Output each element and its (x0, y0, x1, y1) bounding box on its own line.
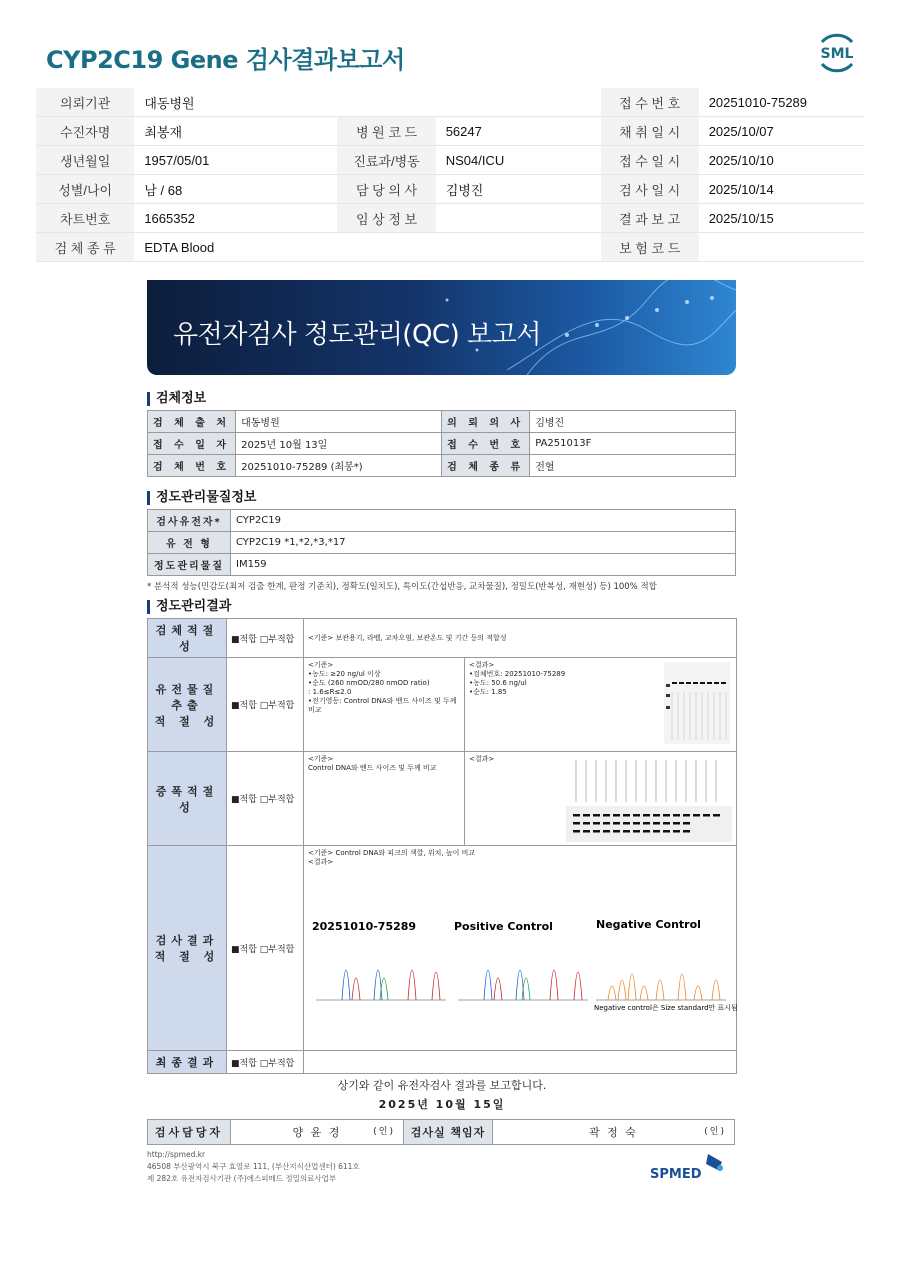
info-label: 접 수 일 시 (601, 146, 699, 175)
patient-info-table (36, 88, 864, 262)
info-value: 2025/10/07 (699, 117, 864, 146)
gel-band (700, 682, 705, 684)
gel-band (593, 822, 600, 825)
specimen-table: 검 체 출 처 대동병원 의 뢰 의 사 김병진 접 수 일 자 2025년 10월 13일 접 수 번 호 PA251013F 검 체 번 호 20251010-75289 (최봉*) 검 체 종 류 전혈 (147, 410, 736, 477)
info-value (436, 88, 601, 117)
info-value: EDTA Blood (134, 233, 337, 262)
trace-peak (628, 974, 636, 1000)
info-label: 차트번호 (36, 204, 134, 233)
info-label: 생년월일 (36, 146, 134, 175)
info-value (699, 233, 864, 262)
trace-peak (522, 978, 530, 1000)
gel-band (603, 814, 610, 817)
qc-result-heading: 정도관리결과 (147, 600, 737, 614)
gel-band (593, 830, 600, 833)
info-value: 2025/10/15 (699, 204, 864, 233)
closing-date: 2025년 10월 15일 (378, 1098, 506, 1111)
gel-band (593, 814, 600, 817)
qc-material-note: * 분석적 성능(민감도(최저 검출 한계, 판정 기준치), 정확도(일치도), 특이도(간섭반응, 교차물질), 정밀도(반복성, 재현성) 등) 100% 적합 (147, 582, 657, 592)
gel-band (583, 830, 590, 833)
info-value: 1665352 (134, 204, 337, 233)
gel-band (583, 822, 590, 825)
trace-peak (656, 980, 664, 1000)
trace-peak (608, 986, 616, 1000)
info-value: 김병진 (436, 175, 601, 204)
trace-peak (432, 972, 440, 1000)
electropherogram-panel: <기준> Control DNA와 피크의 색깔, 위치, 높이 비교 <결과> 20251010-75289 Positive Control Negative Control Negative control은 Size standard만 표시됨 (304, 846, 737, 1051)
gel-band (643, 822, 650, 825)
svg-text:20251010-75289: 20251010-75289 (312, 920, 417, 933)
gel-band (583, 814, 590, 817)
extraction-gel-image (664, 662, 730, 744)
gel-band (683, 814, 690, 817)
footer-address: http://spmed.kr 46508 부산광역시 북구 효열로 111, (부산지식산업센터) 611호 제 282호 유전자검사기관 (주)에스피메드 정밀의료사업부 (147, 1150, 360, 1183)
gel-band (663, 814, 670, 817)
gel-band (714, 682, 719, 684)
check-specimen: ■적합 □부적합 (227, 619, 304, 658)
trace-peak (342, 970, 350, 1000)
trace-peak (550, 970, 558, 1000)
gel-band (663, 822, 670, 825)
info-label (337, 88, 435, 117)
trace-peak (640, 986, 648, 1000)
qc-result-table: 검체적절성 ■적합 □부적합 <기준> 보관용기, 라벨, 교차오염, 보관온도 및 기간 등의 적합성 유전물질추출 적 절 성 ■적합 □부적합 <기준> •농도: ≥20 ng/ul 이상 •순도 (260 nmOD/280 nmOD ratio) : 1.6≤R≤2.0 •전기영동: Control DNA와 밴드 사이즈 및 두께 비교 <결과> •검체번호: 20251010-75289 •농도: 50.6 ng/ul •순도: 1.85 증폭적절성 ■적합 □부적합 <기준> Control DNA와 밴드 사이즈 및 두께 비교 <결과> 검사결과 적 절 성 ■적합 □부적합 <기준> Control DNA와 피크의 색깔, 위치, 높이 비교 <결과> 20251010-75289 Positive Control Negative Control Negative control은 Size standard만 표시됨 최종결과 ■적합 □부적합 (147, 618, 737, 1074)
svg-text:Positive Control: Positive Control (454, 920, 553, 933)
gel-band (633, 814, 640, 817)
sml-logo (812, 28, 862, 78)
info-value: NS04/ICU (436, 146, 601, 175)
extraction-criteria: <기준> •농도: ≥20 ng/ul 이상 •순도 (260 nmOD/280 nmOD ratio) : 1.6≤R≤2.0 •전기영동: Control DNA와 밴드 사이즈 및 두께 비교 (304, 658, 465, 752)
gel-band (673, 814, 680, 817)
svg-text:SPMED: SPMED (650, 1167, 702, 1182)
info-label: 수진자명 (36, 117, 134, 146)
qc-material-table: 검사유전자* CYP2C19 유 전 형 CYP2C19 *1,*2,*3,*17 정도관리물질 IM159 (147, 509, 736, 576)
info-value: 최봉재 (134, 117, 337, 146)
gel-band (703, 814, 710, 817)
info-label: 접 수 번 호 (601, 88, 699, 117)
info-label: 임 상 정 보 (337, 204, 435, 233)
banner-title: 유전자검사 정도관리(QC) 보고서 (173, 320, 541, 350)
gel-band (603, 830, 610, 833)
info-value: 남 / 68 (134, 175, 337, 204)
gel-band (613, 814, 620, 817)
info-label: 검 체 종 류 (36, 233, 134, 262)
info-label: 검 사 일 시 (601, 175, 699, 204)
patient-info-row (36, 204, 864, 233)
gel-band (623, 822, 630, 825)
svg-text:Negative control은 Size standar: Negative control은 Size standard만 표시됨 (594, 1004, 738, 1012)
trace-peak (694, 986, 702, 1000)
gel-band (653, 822, 660, 825)
info-value: 대동병원 (134, 88, 337, 117)
gel-band (613, 822, 620, 825)
gel-band (707, 682, 712, 684)
patient-info-row (36, 146, 864, 175)
info-value (436, 204, 601, 233)
info-label (337, 233, 435, 262)
gel-band (693, 682, 698, 684)
closing-text: 상기와 같이 유전자검사 결과를 보고합니다. (337, 1079, 547, 1092)
qc-report-sheet (147, 280, 737, 1074)
gel-band (679, 682, 684, 684)
amplification-result: <결과> (465, 752, 737, 846)
check-final: ■적합 □부적합 (227, 1051, 304, 1074)
spmed-logo (648, 1148, 733, 1188)
gel-band (613, 830, 620, 833)
patient-info-row (36, 233, 864, 262)
trace-peak (484, 970, 492, 1000)
info-label: 담 당 의 사 (337, 175, 435, 204)
trace-peak (618, 980, 626, 1000)
info-value: 2025/10/10 (699, 146, 864, 175)
amplification-criteria: <기준> Control DNA와 밴드 사이즈 및 두께 비교 (304, 752, 465, 846)
info-value: 56247 (436, 117, 601, 146)
qc-material-heading: 정도관리물질정보 (147, 491, 737, 505)
report-title: CYP2C19 Gene 검사결과보고서 (46, 46, 405, 74)
gel-band (653, 830, 660, 833)
patient-info-row (36, 117, 864, 146)
trace-peak (494, 978, 502, 1000)
info-value: 20251010-75289 (699, 88, 864, 117)
info-label: 의뢰기관 (36, 88, 134, 117)
gel-band (643, 814, 650, 817)
gel-band (673, 822, 680, 825)
trace-peak (712, 980, 720, 1000)
gel-band (693, 814, 700, 817)
check-extraction: ■적합 □부적합 (227, 658, 304, 752)
info-label: 결 과 보 고 (601, 204, 699, 233)
svg-text:Negative Control: Negative Control (596, 918, 701, 931)
gel-band (653, 814, 660, 817)
gel-band (683, 822, 690, 825)
signature-table: 검사담당자 양 윤 경 (인) 검사실 책임자 곽 정 숙 (인) (147, 1119, 735, 1145)
gel-band (686, 682, 691, 684)
info-value: 1957/05/01 (134, 146, 337, 175)
check-result: ■적합 □부적합 (227, 846, 304, 1051)
amplification-gel-image (566, 756, 732, 842)
qc-banner (147, 280, 736, 375)
gel-band (721, 682, 726, 684)
trace-peak (408, 970, 416, 1000)
patient-info-row (36, 88, 864, 117)
info-label: 채 취 일 시 (601, 117, 699, 146)
gel-band (633, 822, 640, 825)
gel-band (603, 822, 610, 825)
gel-band (672, 682, 677, 684)
gel-band (573, 814, 580, 817)
patient-info-row (36, 175, 864, 204)
gel-band (643, 830, 650, 833)
trace-peak (352, 978, 360, 1000)
info-label: 보 험 코 드 (601, 233, 699, 262)
gel-band (623, 830, 630, 833)
gel-band (623, 814, 630, 817)
info-label: 성별/나이 (36, 175, 134, 204)
trace-peak (678, 974, 686, 1000)
gel-band (573, 822, 580, 825)
check-amplification: ■적합 □부적합 (227, 752, 304, 846)
electropherogram-traces (310, 906, 738, 1016)
specimen-heading: 검체정보 (147, 392, 737, 406)
extraction-result: <결과> •검체번호: 20251010-75289 •농도: 50.6 ng/ul •순도: 1.85 (465, 658, 737, 752)
info-label: 병 원 코 드 (337, 117, 435, 146)
gel-band (683, 830, 690, 833)
svg-text:SML: SML (820, 46, 854, 62)
info-value: 2025/10/14 (699, 175, 864, 204)
gel-band (713, 814, 720, 817)
trace-peak (574, 972, 582, 1000)
info-label: 진료과/병동 (337, 146, 435, 175)
info-value (436, 233, 601, 262)
trace-peak (380, 978, 388, 1000)
gel-band (673, 830, 680, 833)
gel-band (663, 830, 670, 833)
gel-band (573, 830, 580, 833)
gel-band (633, 830, 640, 833)
